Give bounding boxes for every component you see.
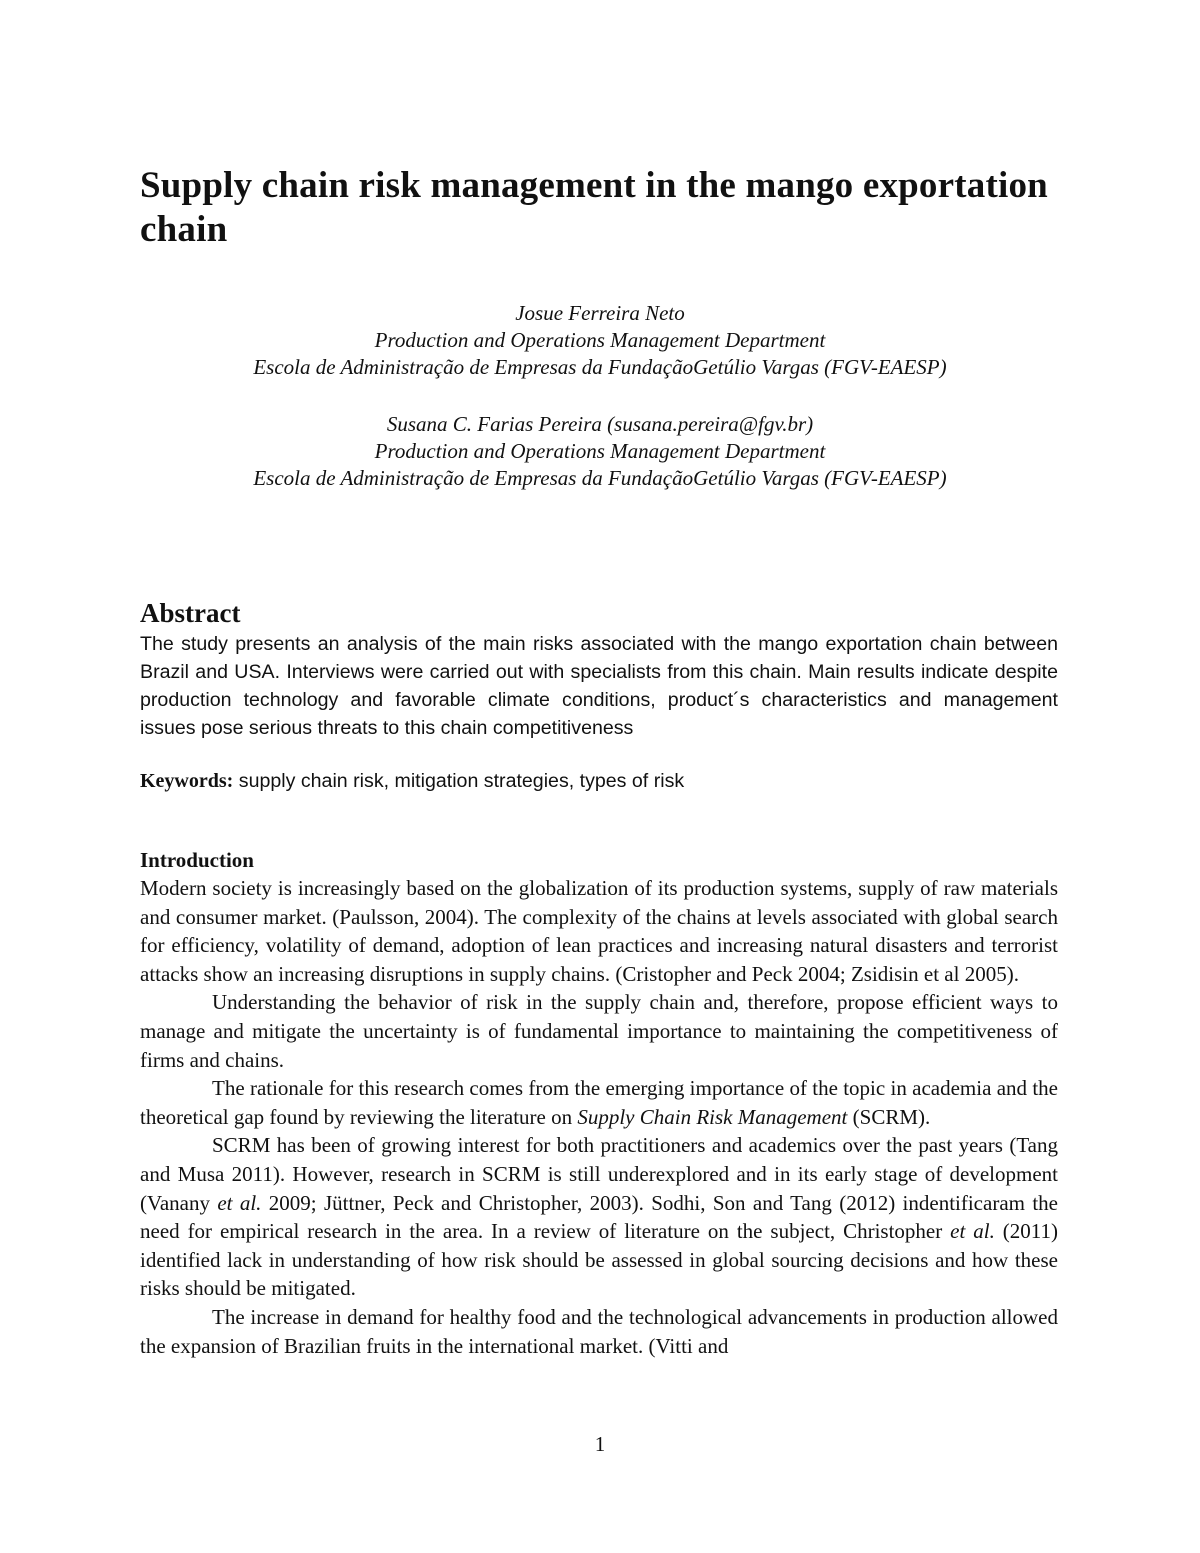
introduction-paragraph: Understanding the behavior of risk in the supply chain and, therefore, propose efficient ways to manage and mitigate the uncertainty is of fundamental importance to maintaining the competitiveness of firms and chains. bbox=[140, 990, 1058, 1072]
paragraph-text: The rationale for this research comes from the emerging importance of the topic in academia and the theoretical gap found by reviewing the literature on bbox=[140, 1076, 1058, 1129]
page-number: 1 bbox=[594, 1432, 606, 1456]
author-institution: Escola de Administração de Empresas da FundaçãoGetúlio Vargas (FGV-EAESP) bbox=[253, 355, 947, 379]
abstract-text: The study presents an analysis of the main risks associated with the mango exportation chain between Brazil and USA. Interviews were carried out with specialists from this chain. Main results indicate despite production technology and favorable climate conditions, product´s characteristics and management issues pose serious threats to this chain competitiveness bbox=[140, 633, 1058, 739]
author-name: Josue Ferreira Neto bbox=[515, 301, 685, 325]
author-department: Production and Operations Management Department bbox=[374, 328, 826, 352]
author-name: Susana C. Farias Pereira (susana.pereira@fgv.br) bbox=[386, 412, 814, 436]
author-institution: Escola de Administração de Empresas da FundaçãoGetúlio Vargas (FGV-EAESP) bbox=[253, 466, 947, 490]
paragraph-text: 2009; Jüttner, Peck and Christopher, 2003). Sodhi, Son and Tang (2012) indentificaram the need for empirical research in the area. In a review of literature on the subject, Christopher bbox=[140, 1190, 1058, 1244]
keywords-label: Keywords: bbox=[140, 770, 234, 792]
introduction-paragraph bbox=[140, 1131, 1058, 1303]
paragraph-text: SCRM has been of growing interest for both practitioners and academics over the past years (Tang and Musa 2011). However, research in SCRM is still underexplored and in its early stage of development (Vanany bbox=[140, 1133, 1058, 1215]
abstract-heading: Abstract bbox=[140, 598, 241, 628]
introduction-heading: Introduction bbox=[140, 848, 254, 872]
author-department: Production and Operations Management Department bbox=[374, 439, 826, 463]
paper-title: Supply chain risk management in the mango exportation chain bbox=[140, 165, 1048, 250]
introduction-paragraph: The increase in demand for healthy food and the technological advancements in production allowed the expansion of Brazilian fruits in the international market. (Vitti and bbox=[140, 1304, 1058, 1358]
introduction-paragraph bbox=[140, 1074, 1058, 1131]
et-al: et al. bbox=[217, 1190, 262, 1215]
author-block bbox=[140, 300, 1060, 381]
scrm-term: Supply Chain Risk Management bbox=[577, 1104, 848, 1129]
keywords-text: supply chain risk, mitigation strategies, types of risk bbox=[233, 770, 685, 792]
paragraph-text: (SCRM). bbox=[847, 1104, 931, 1129]
introduction-body bbox=[140, 874, 1058, 1360]
introduction-paragraph: Modern society is increasingly based on the globalization of its production systems, supply of raw materials and consumer market. (Paulsson, 2004). The complexity of the chains at levels associated with global search for efficiency, volatility of demand, adoption of lean practices and increasing natural disasters and terrorist attacks show an increasing disruptions in supply chains. (Cristopher and Peck 2004; Zsidisin et al 2005). bbox=[140, 876, 1058, 986]
author-block bbox=[140, 411, 1060, 492]
keywords bbox=[140, 767, 1058, 795]
paragraph-text: (2011) identified lack in understanding of how risk should be assessed in global sourcing decisions and how these risks should be mitigated. bbox=[140, 1219, 1058, 1301]
et-al: et al. bbox=[950, 1219, 995, 1244]
author-list bbox=[140, 300, 1060, 492]
